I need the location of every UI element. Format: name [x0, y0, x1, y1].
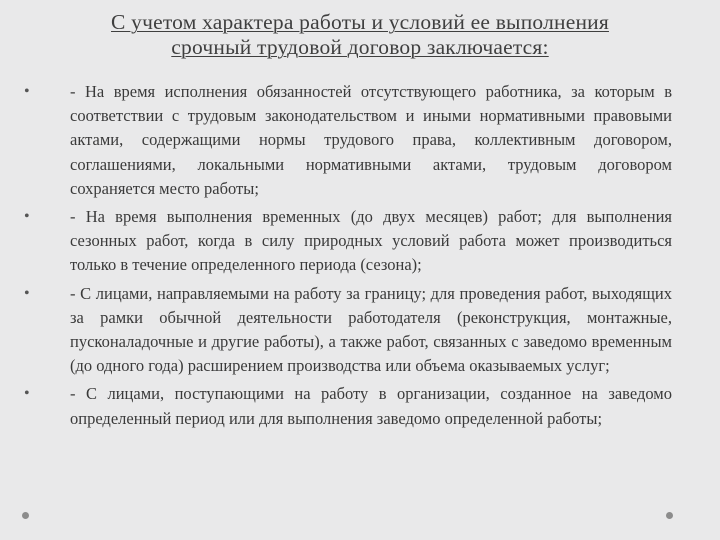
bullet-dot-icon: •: [24, 284, 30, 302]
bullet-item-1: [24, 80, 672, 201]
bullet-list: [24, 80, 672, 435]
bullet-item-3: [24, 282, 672, 379]
decorative-circle-icon-left: [22, 512, 29, 519]
slide-title-line-1: С учетом характера работы и условий ее выполнения: [111, 10, 609, 34]
bullet-dot-icon: •: [24, 208, 30, 226]
slide-title: [40, 10, 680, 60]
bullet-item-2: [24, 205, 672, 278]
bullet-item-4: [24, 382, 672, 430]
bullet-text: - На время выполнения временных (до двух месяцев) работ; для выполнения сезонных работ, когда в силу природных условий работа может производиться только в течение определенного периода (сезона);: [70, 207, 672, 275]
bullet-text: - На время исполнения обязанностей отсутствующего работника, за которым в соответствии с трудовым законодательством и иными нормативными правовыми актами, содержащими нормы трудового права, коллективным договором, соглашениями, локальными нормативными актами, трудовым договором сохраняется место работы;: [70, 82, 672, 198]
bullet-dot-icon: •: [24, 83, 30, 100]
slide-title-line-2: срочный трудовой договор заключается:: [171, 35, 549, 59]
bullet-dot-icon: •: [24, 385, 30, 403]
bullet-text: - С лицами, поступающими на работу в организации, созданное на заведомо определенный период или для выполнения заведомо определенной работы;: [70, 384, 672, 428]
decorative-circle-icon-right: [666, 512, 673, 519]
bullet-text: - С лицами, направляемыми на работу за границу; для проведения работ, выходящих за рамки обычной деятельности работодателя (реконструкция, монтажные, пусконаладочные и другие работы), а также работ, связанных с заведомо временным (до одного года) расширением производства или объема оказываемых услуг;: [70, 283, 672, 376]
